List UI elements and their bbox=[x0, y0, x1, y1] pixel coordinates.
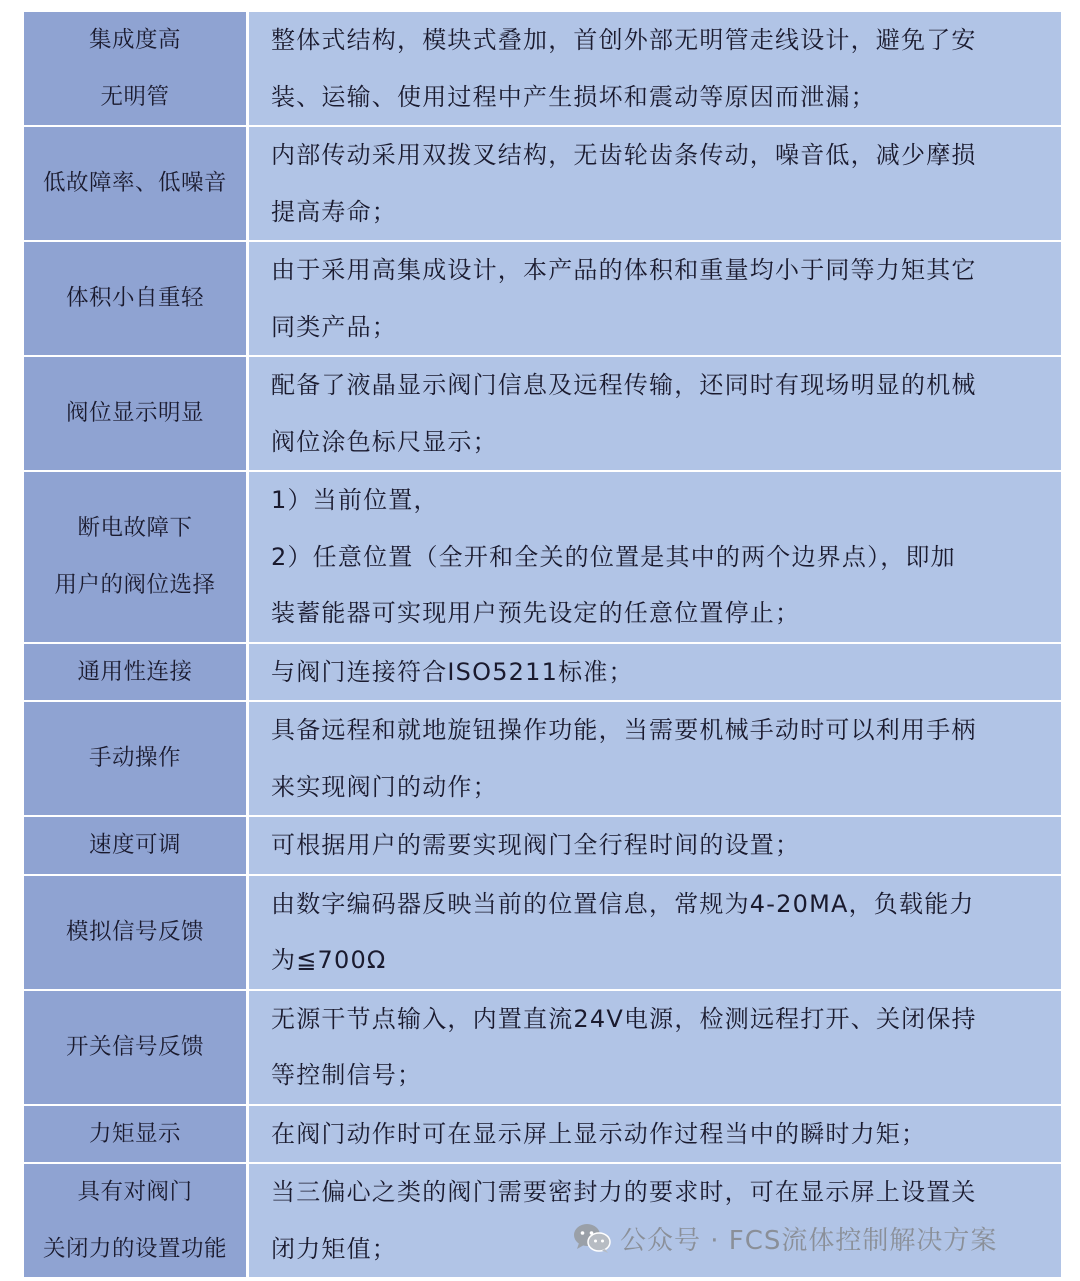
feature-description: 2）任意位置（全开和全关的位置是其中的两个边界点），即加 bbox=[271, 542, 956, 571]
table-row bbox=[24, 990, 1061, 1105]
feature-description: 1）当前位置， bbox=[271, 486, 439, 514]
feature-description: 当三偏心之类的阀门需要密封力的要求时，可在显示屏上设置关 bbox=[271, 1178, 977, 1206]
feature-name: 具有对阀门 bbox=[77, 1179, 193, 1205]
feature-name: 模拟信号反馈 bbox=[65, 918, 204, 945]
feature-name-cell bbox=[24, 471, 248, 643]
feature-name: 体积小自重轻 bbox=[65, 285, 204, 312]
feature-description: 阀位涂色标尺显示； bbox=[271, 427, 498, 456]
feature-name: 阀位显示明显 bbox=[65, 400, 204, 427]
table-row bbox=[24, 875, 1061, 990]
table-body bbox=[24, 12, 1061, 1278]
feature-name-cell bbox=[24, 816, 248, 875]
table-row bbox=[24, 126, 1061, 241]
feature-description: 同类产品； bbox=[271, 312, 397, 341]
feature-name: 用户的阀位选择 bbox=[54, 571, 216, 598]
feature-description-cell bbox=[248, 12, 1062, 126]
feature-description-cell bbox=[248, 471, 1062, 643]
feature-description-cell bbox=[248, 875, 1062, 990]
feature-name-cell bbox=[24, 875, 248, 990]
table-row bbox=[24, 1105, 1061, 1164]
feature-description: 具备远程和就地旋钮操作功能，当需要机械手动时可以利用手柄 bbox=[271, 716, 977, 744]
feature-name-cell bbox=[24, 241, 248, 356]
feature-name-cell bbox=[24, 12, 248, 126]
table-row bbox=[24, 643, 1061, 702]
feature-name-cell bbox=[24, 1163, 248, 1278]
feature-name-cell bbox=[24, 701, 248, 816]
table-row bbox=[24, 471, 1061, 643]
feature-description: 由于采用高集成设计，本产品的体积和重量均小于同等力矩其它 bbox=[271, 256, 977, 284]
feature-description: 配备了液晶显示阀门信息及远程传输，还同时有现场明显的机械 bbox=[271, 371, 977, 399]
feature-description: 由数字编码器反映当前的位置信息，常规为4-20MA，负载能力 bbox=[271, 889, 975, 918]
feature-name: 手动操作 bbox=[88, 745, 181, 772]
feature-name: 关闭力的设置功能 bbox=[42, 1235, 227, 1262]
feature-description: 整体式结构，模块式叠加，首创外部无明管走线设计，避免了安 bbox=[271, 26, 977, 54]
feature-description: 装蓄能器可实现用户预先设定的任意位置停止； bbox=[271, 599, 801, 627]
feature-description: 闭力矩值； bbox=[271, 1234, 397, 1263]
table-row bbox=[24, 12, 1061, 126]
watermark bbox=[572, 1216, 997, 1260]
feature-description: 与阀门连接符合ISO5211标准； bbox=[271, 657, 634, 686]
feature-name-cell bbox=[24, 1105, 248, 1164]
feature-name: 无明管 bbox=[100, 83, 170, 110]
wechat-icon bbox=[572, 1222, 612, 1254]
feature-name-cell bbox=[24, 990, 248, 1105]
feature-name: 断电故障下 bbox=[77, 515, 193, 542]
feature-name: 集成度高 bbox=[88, 27, 181, 53]
feature-description: 装、运输、使用过程中产生损坏和震动等原因而泄漏； bbox=[271, 82, 876, 111]
feature-description-cell bbox=[248, 643, 1062, 702]
feature-description: 来实现阀门的动作； bbox=[271, 772, 498, 801]
table-row bbox=[24, 241, 1061, 356]
feature-description-cell bbox=[248, 126, 1062, 241]
feature-description-cell bbox=[248, 241, 1062, 356]
feature-description-cell bbox=[248, 701, 1062, 816]
feature-description: 在阀门动作时可在显示屏上显示动作过程当中的瞬时力矩； bbox=[271, 1119, 927, 1148]
feature-table bbox=[24, 12, 1061, 1279]
feature-description: 提高寿命； bbox=[271, 197, 397, 226]
table-row bbox=[24, 701, 1061, 816]
feature-name: 低故障率、低噪音 bbox=[42, 170, 227, 197]
feature-description-cell bbox=[248, 1105, 1062, 1164]
feature-name: 开关信号反馈 bbox=[65, 1033, 204, 1060]
feature-name-cell bbox=[24, 126, 248, 241]
feature-description-cell bbox=[248, 816, 1062, 875]
watermark-text: 公众号 · FCS流体控制解决方案 bbox=[620, 1225, 998, 1256]
feature-description-cell bbox=[248, 356, 1062, 471]
feature-description: 无源干节点输入，内置直流24V电源，检测远程打开、关闭保持 bbox=[271, 1004, 977, 1033]
feature-description-cell bbox=[248, 990, 1062, 1105]
feature-description: 为≦700Ω bbox=[271, 946, 387, 974]
table-row bbox=[24, 816, 1061, 875]
feature-name: 通用性连接 bbox=[77, 658, 193, 685]
feature-description: 可根据用户的需要实现阀门全行程时间的设置； bbox=[271, 831, 801, 859]
feature-name: 力矩显示 bbox=[88, 1120, 181, 1147]
feature-name-cell bbox=[24, 356, 248, 471]
feature-description: 等控制信号； bbox=[271, 1061, 423, 1089]
table-row bbox=[24, 356, 1061, 471]
feature-name-cell bbox=[24, 643, 248, 702]
feature-description: 内部传动采用双拨叉结构，无齿轮齿条传动，噪音低，减少摩损 bbox=[271, 141, 977, 169]
feature-name: 速度可调 bbox=[88, 832, 181, 858]
